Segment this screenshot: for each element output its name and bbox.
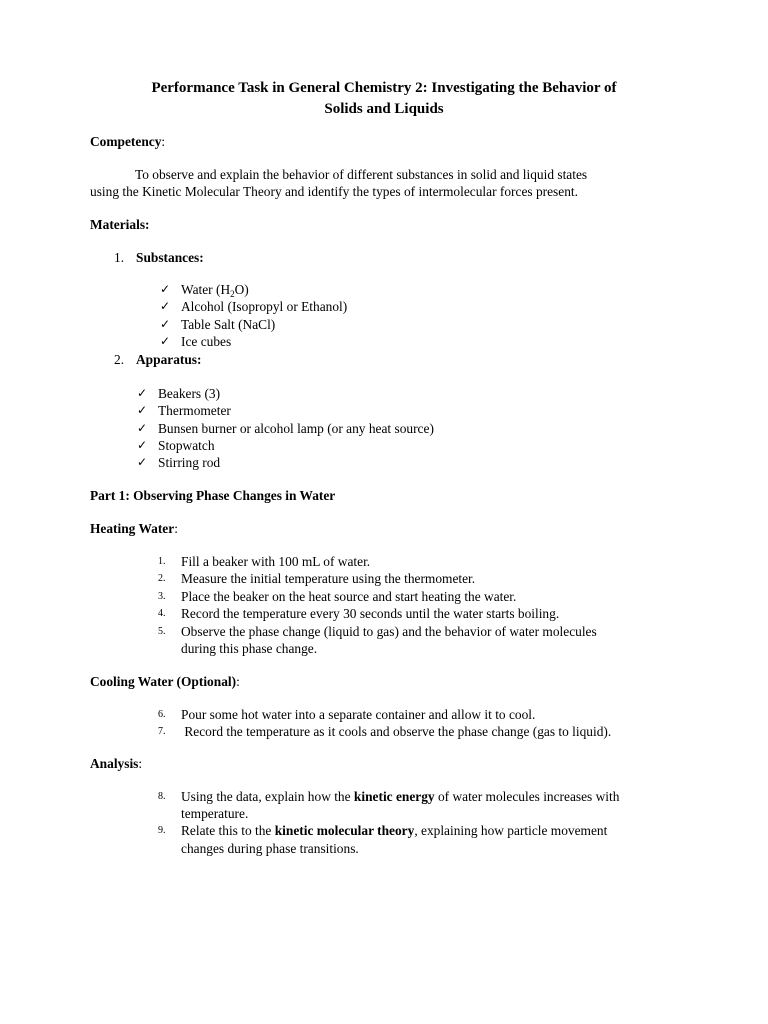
substance-item-salt: Table Salt (NaCl) <box>181 317 276 332</box>
checkmark-icon: ✓ <box>137 386 148 400</box>
analysis-label: Analysis <box>90 756 139 771</box>
apparatus-number: 2. <box>114 352 125 367</box>
apparatus-heading: Apparatus: <box>136 352 202 367</box>
water-text: Water (H <box>181 282 231 297</box>
heating-step-4: Record the temperature every 30 seconds until the water starts boiling. <box>181 606 560 621</box>
cooling-heading <box>90 673 240 690</box>
substances-heading: Substances: <box>136 250 204 265</box>
checkmark-icon: ✓ <box>137 455 148 469</box>
analysis-step-8-text: Using the data, explain how the <box>181 789 354 804</box>
title-line-1: Performance Task in General Chemistry 2: Investigating the Behavior of <box>151 80 617 96</box>
checkmark-icon: ✓ <box>160 299 171 313</box>
apparatus-item-stopwatch: Stopwatch <box>158 438 215 453</box>
competency-text-line-2: using the Kinetic Molecular Theory and identify the types of intermolecular forces present. <box>90 184 578 199</box>
step-number: 7. <box>158 726 166 737</box>
heating-colon: : <box>174 521 178 536</box>
step-number: 3. <box>158 591 166 602</box>
checkmark-icon: ✓ <box>137 438 148 452</box>
step-number: 4. <box>158 608 166 619</box>
substance-item-alcohol: Alcohol (Isopropyl or Ethanol) <box>181 299 348 314</box>
heating-step-5-line-2: during this phase change. <box>181 641 318 656</box>
analysis-step-9-line-2: changes during phase transitions. <box>181 841 359 856</box>
water-text-end: O) <box>234 282 249 297</box>
step-number: 5. <box>158 626 166 637</box>
step-number: 2. <box>158 573 166 584</box>
checkmark-icon: ✓ <box>160 317 171 331</box>
apparatus-item-thermometer: Thermometer <box>158 403 231 418</box>
heating-heading <box>90 520 178 537</box>
checkmark-icon: ✓ <box>137 403 148 417</box>
step-number: 1. <box>158 556 166 567</box>
substance-item-ice: Ice cubes <box>181 334 232 349</box>
heating-step-2: Measure the initial temperature using the thermometer. <box>181 571 476 586</box>
water-subscript: 2 <box>230 289 235 299</box>
competency-colon: : <box>161 134 166 149</box>
substances-number: 1. <box>114 250 125 265</box>
analysis-step-8-line-1 <box>181 788 619 805</box>
analysis-colon: : <box>138 756 143 771</box>
apparatus-item-beakers: Beakers (3) <box>158 386 221 401</box>
analysis-step-9-text: Relate this to the <box>181 823 275 838</box>
checkmark-icon: ✓ <box>160 282 171 296</box>
competency-heading <box>90 133 165 150</box>
analysis-step-9-text-end: , explaining how particle movement <box>414 823 608 838</box>
part1-heading: Part 1: Observing Phase Changes in Water <box>90 488 336 503</box>
step-number: 9. <box>158 825 166 836</box>
title-line-2: Solids and Liquids <box>324 101 444 117</box>
checkmark-icon: ✓ <box>160 334 171 348</box>
kinetic-molecular-theory-term: kinetic molecular theory <box>274 823 415 838</box>
heating-step-3: Place the beaker on the heat source and start heating the water. <box>181 589 517 604</box>
analysis-step-8-text-end: of water molecules increases with <box>434 789 620 804</box>
competency-label: Competency <box>90 134 162 149</box>
apparatus-item-burner: Bunsen burner or alcohol lamp (or any heat source) <box>158 421 434 436</box>
heating-step-5-line-1: Observe the phase change (liquid to gas) and the behavior of water molecules <box>181 624 597 639</box>
kinetic-energy-term: kinetic energy <box>353 789 435 804</box>
analysis-step-9-line-1 <box>181 822 607 839</box>
materials-heading: Materials: <box>90 217 150 232</box>
checkmark-icon: ✓ <box>137 421 148 435</box>
document-title <box>0 78 768 120</box>
step-number: 6. <box>158 709 166 720</box>
competency-text-line-1: To observe and explain the behavior of different substances in solid and liquid states <box>135 167 588 182</box>
analysis-heading <box>90 755 142 772</box>
cooling-label: Cooling Water (Optional) <box>90 674 237 689</box>
cooling-step-7: Record the temperature as it cools and observe the phase change (gas to liquid). <box>181 724 612 739</box>
cooling-colon: : <box>236 674 240 689</box>
apparatus-item-stirring-rod: Stirring rod <box>158 455 221 470</box>
cooling-step-6: Pour some hot water into a separate container and allow it to cool. <box>181 707 536 722</box>
step-number: 8. <box>158 791 166 802</box>
heating-label: Heating Water <box>90 521 175 536</box>
analysis-step-8-line-2: temperature. <box>181 806 249 821</box>
heating-step-1: Fill a beaker with 100 mL of water. <box>181 554 371 569</box>
